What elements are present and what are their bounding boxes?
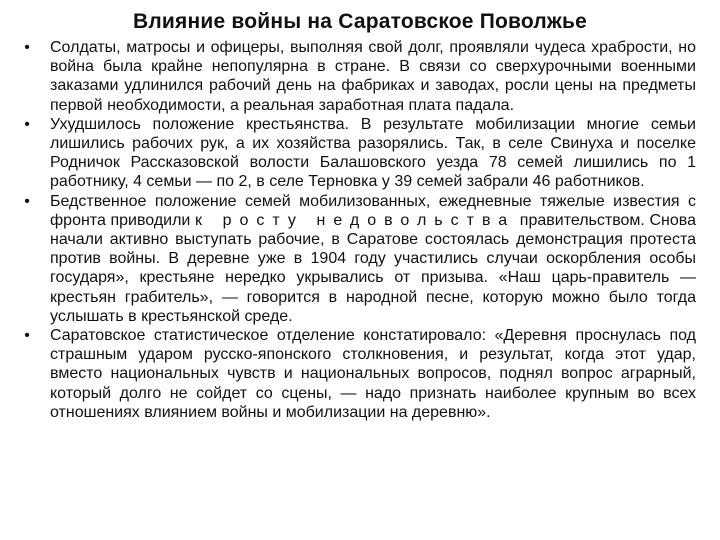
bullet-text-spaced: к росту недовольства [194,211,516,229]
bullet-item-peasantry [20,115,696,192]
bullet-text: Солдаты, матросы и офицеры, выполняя свой долг, проявляли чудеса храбрости, но война была крайне непопулярна в стране. В связи со сверхурочными военными заказами удлинился рабочий день на фабриках и заводах, росли цены на предметы первой необходимости, а реальная заработная плата падала. [50,39,696,114]
slide-title: Влияние войны на Саратовское Поволжье [133,10,587,33]
bullet-text: Ухудшилось положение крестьянства. В результате мобилизации многие семьи лишились рабочих рук, а их хозяйства разорялись. Так, в селе Свинуха и поселке Родничок Рассказовской волости Балашовского уезда 78 семей лишились по 1 работнику, 4 семьи — по 2, в селе Терновка у 39 семей забрали 46 работников. [50,115,696,191]
bullet-icon: • [24,115,30,133]
bullet-item-soldiers [20,38,696,115]
bullet-icon: • [24,39,30,56]
bullet-icon: • [24,327,30,345]
bullet-icon: • [24,192,30,210]
bullet-text-before: Бедственное положение семей мобилизованных, ежедневные тяжелые известия с фронта приводили [50,192,696,229]
bullet-item-families [20,192,696,326]
bullet-list [20,38,696,422]
bullet-text-after: правительством. Снова начали активно выступать рабочие, в Саратове состоялась демонстрация протеста против войны. В деревне уже в 1904 году участились случаи оскорбления особы государя», крестьяне нередко укрывались от призыва. «Наш царь-правитель — крестьян грабитель», — говорится в народной песне, которую можно было тогда услышать в крестьянской среде. [50,211,696,325]
bullet-text: Саратовское статистическое отделение констатировало: «Деревня проснулась под страшным ударом русско-японского столкновения, и результат, когда этот удар, вместо национальных чувств и национальных вопросов, поднял вопрос аграрный, который долго не сойдет со сцены, — надо признать наиболее крупным во всех отношениях влиянием войны и мобилизации на деревню». [50,327,696,421]
bullet-item-statistics [20,326,696,422]
